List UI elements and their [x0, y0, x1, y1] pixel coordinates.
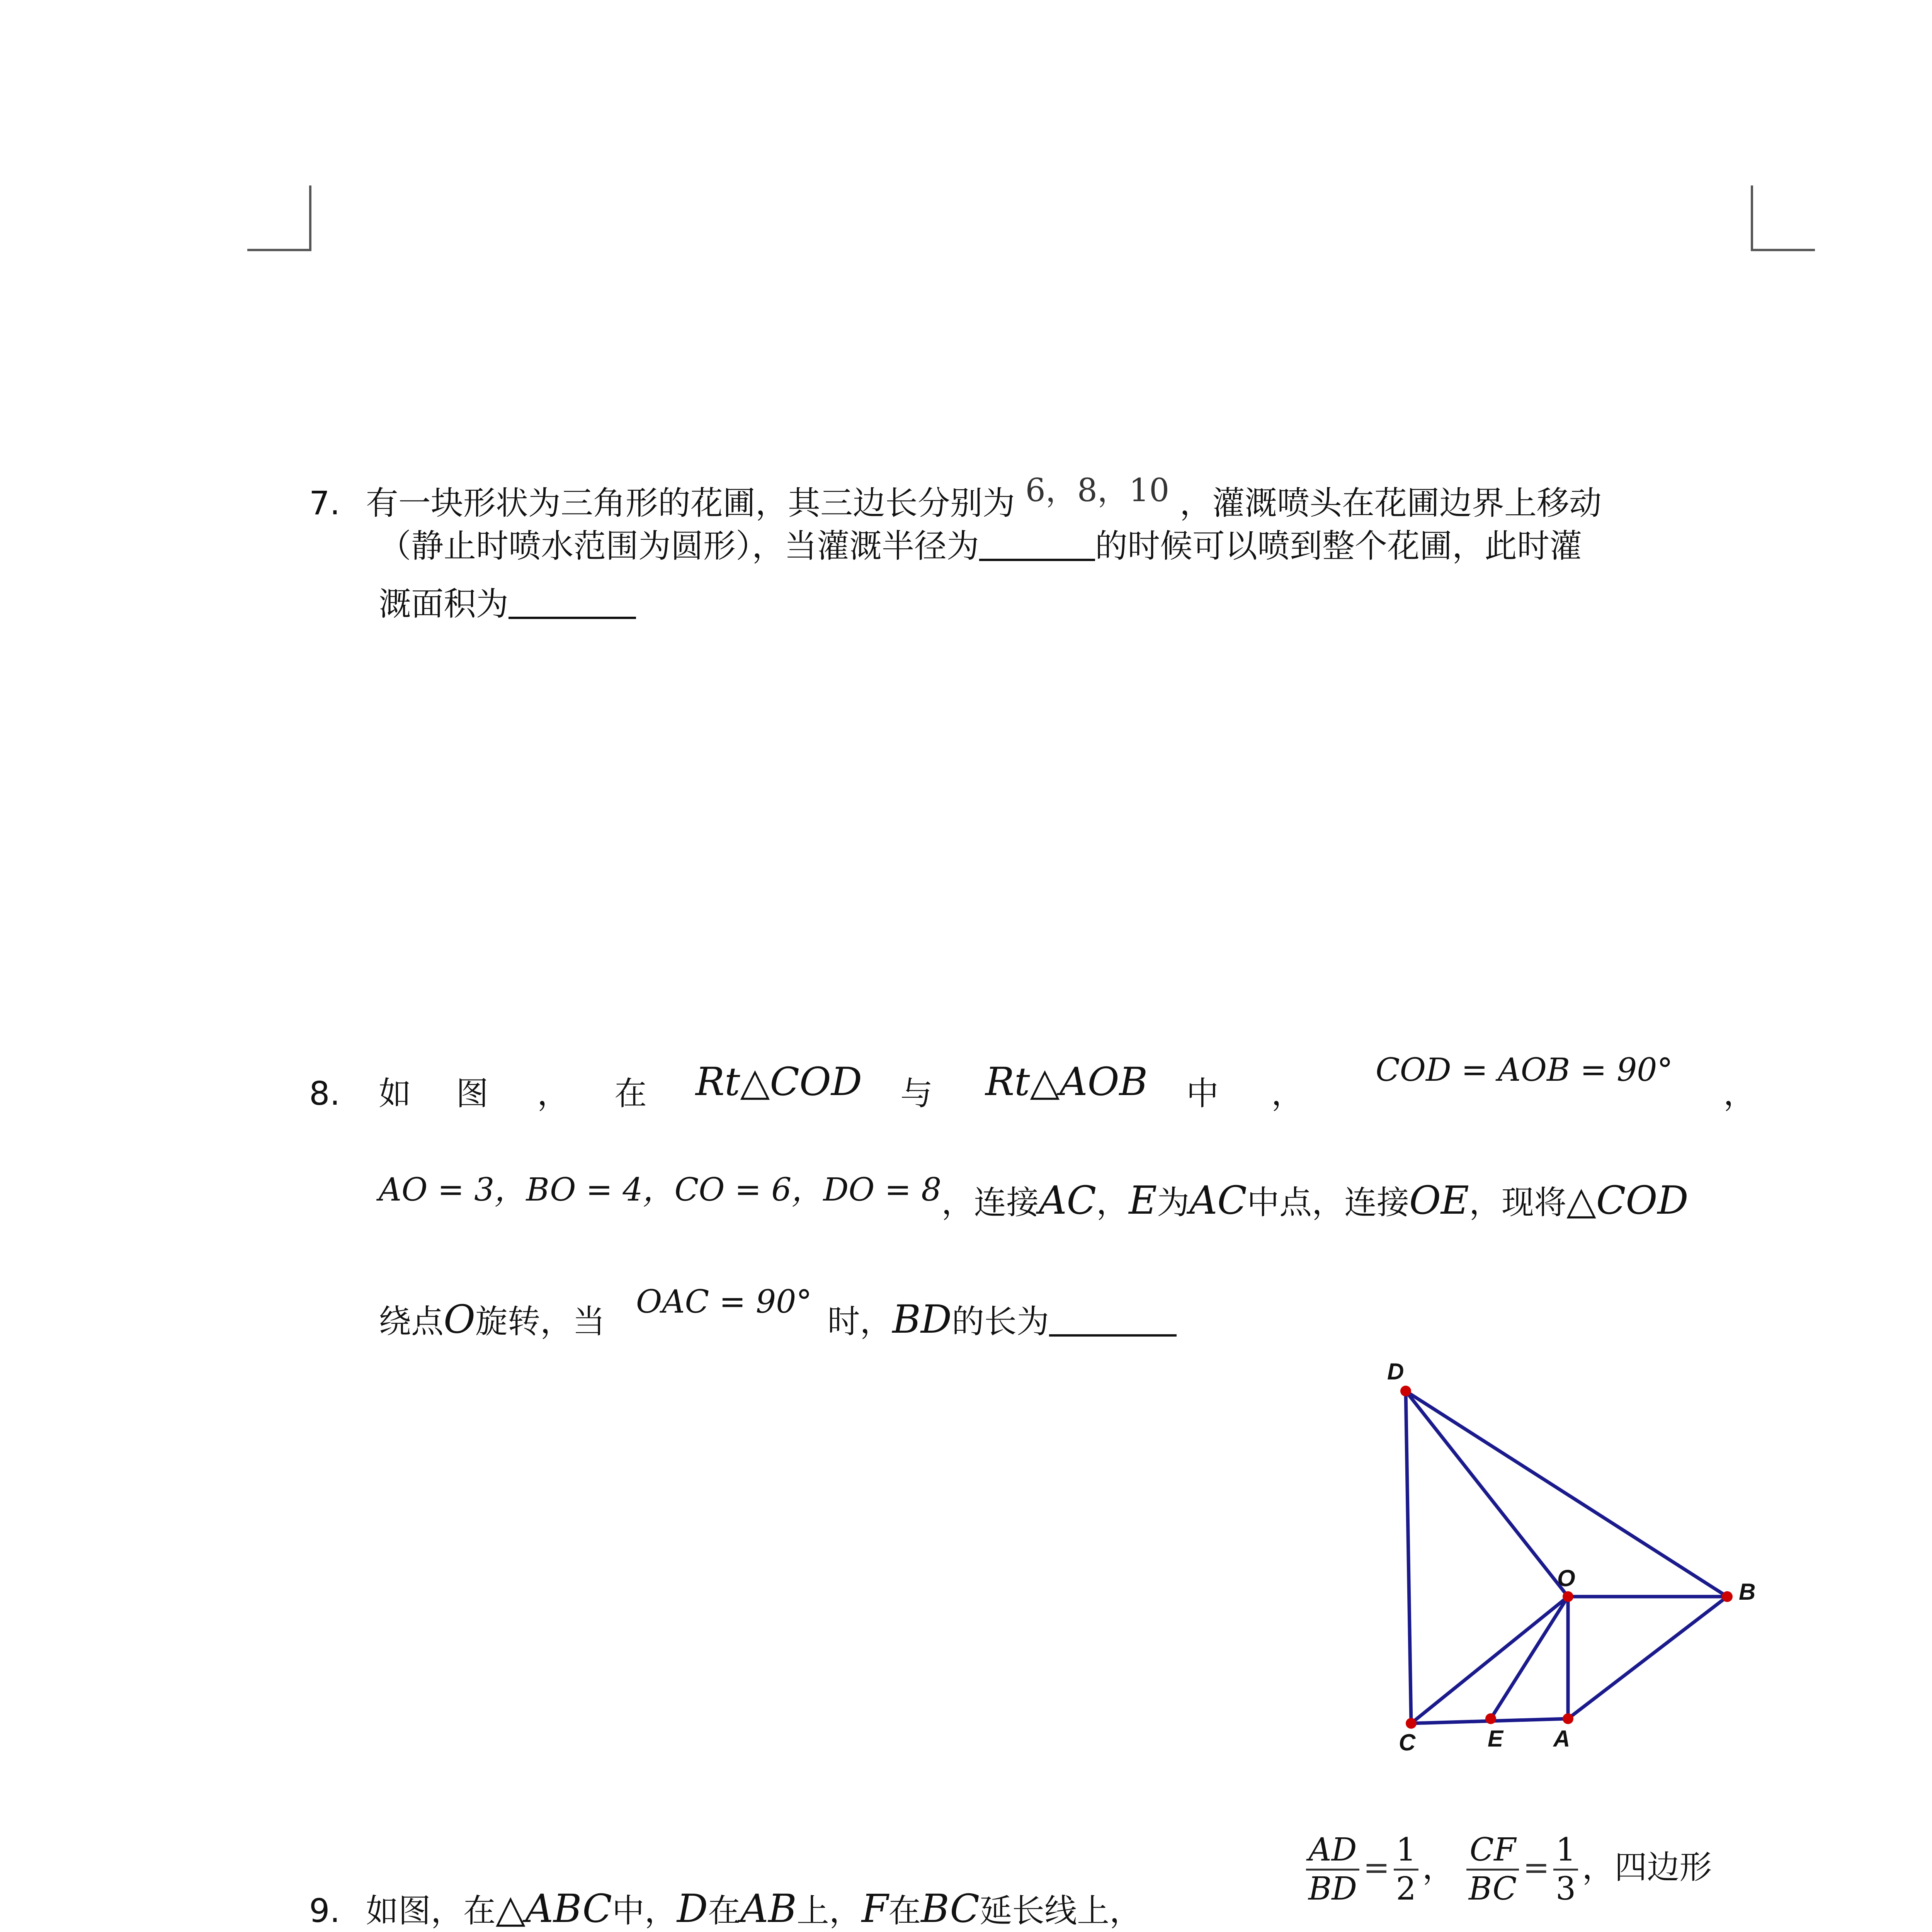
q8-word: 与: [900, 1075, 933, 1112]
q9-math-bc: BC: [921, 1886, 980, 1931]
q7-text: ，灌溉喷头在花圃边界上移动: [1179, 484, 1602, 522]
q8-math-ac: AC: [1189, 1178, 1247, 1223]
fraction-one-half: 1 2: [1394, 1832, 1418, 1908]
q8-math-oac: OAC = 90°: [636, 1284, 812, 1320]
segment-dc: [1406, 1391, 1411, 1723]
point-e: [1485, 1713, 1496, 1724]
q9-ratios: [1302, 1832, 1712, 1908]
q9-text: 如图，在: [366, 1892, 496, 1930]
comma: ，: [1422, 1848, 1455, 1886]
q8-math-oe: OE: [1409, 1178, 1469, 1223]
q8-word: 在: [614, 1075, 647, 1112]
q8-text: 时，: [827, 1303, 893, 1340]
q8-text: ，: [1096, 1184, 1129, 1221]
q8-figure: [1352, 1337, 1777, 1762]
point-a: [1563, 1713, 1573, 1724]
equals-sign: =: [1523, 1849, 1550, 1886]
q8-word: ，: [537, 1075, 570, 1112]
q8-text: 中点，连接: [1247, 1184, 1409, 1221]
q8-math-lengths: AO = 3，BO = 4，CO = 6，DO = 8: [379, 1172, 942, 1208]
q9-math-f: F: [861, 1886, 889, 1931]
q7-text: 有一块形状为三角形的花圃，其三边长分别为: [366, 484, 1015, 522]
label-a: A: [1553, 1726, 1570, 1752]
q7-text: （静止时喷水范围为圆形），当灌溉半径为: [379, 527, 980, 565]
point-b: [1722, 1591, 1733, 1602]
label-e: E: [1488, 1726, 1503, 1752]
q9-math-d: D: [677, 1886, 708, 1931]
crop-mark: [1751, 185, 1753, 251]
q8-text: 的长为: [952, 1303, 1049, 1340]
q7-text: 的时候可以喷到整个花圃，此时灌: [1095, 527, 1582, 565]
question-number: 9.: [309, 1892, 340, 1930]
q9-text: 延长线上，: [980, 1892, 1142, 1930]
q8-text: ，现将: [1469, 1184, 1566, 1221]
q8-text: 绕点: [379, 1303, 444, 1340]
label-d: D: [1387, 1359, 1404, 1384]
q8-text: 为: [1157, 1184, 1190, 1221]
q8-math-bd: BD: [892, 1297, 952, 1342]
answer-blank[interactable]: [1049, 1297, 1177, 1337]
q7-sides: 6，8，10: [1025, 472, 1170, 509]
q8-word: 如: [379, 1075, 412, 1112]
segment-oe: [1491, 1597, 1568, 1719]
fraction-cf-bc: CF BC: [1466, 1832, 1519, 1908]
q8-math-rt-cod: Rt△COD: [696, 1059, 862, 1104]
segment-do: [1406, 1391, 1568, 1597]
point-d: [1400, 1386, 1411, 1396]
q9-text: 在: [888, 1892, 921, 1930]
q7-text: 溉面积为: [379, 585, 509, 623]
q7-line-3: [379, 580, 636, 627]
equals-sign: =: [1363, 1849, 1390, 1886]
q8-math-angles: COD = AOB = 90°: [1376, 1052, 1673, 1088]
q7-line-1: [309, 468, 1602, 526]
q9-math-abc: △ABC: [495, 1886, 612, 1931]
answer-blank[interactable]: [979, 522, 1095, 561]
q8-line-2: [379, 1167, 1689, 1226]
q9-line-1: [309, 1886, 1142, 1932]
q8-math-o: O: [444, 1297, 475, 1342]
q8-text: 旋转，当: [475, 1303, 605, 1340]
q8-line-3: [379, 1279, 1177, 1345]
q8-math-e: E: [1129, 1178, 1157, 1223]
segment-ba: [1568, 1597, 1727, 1719]
q8-word: 图: [456, 1075, 489, 1112]
question-number: 8.: [309, 1075, 340, 1112]
q8-word: 中: [1186, 1075, 1219, 1112]
crop-mark: [309, 185, 311, 251]
question-number: 7.: [309, 484, 340, 522]
q8-math-ac: AC: [1039, 1178, 1097, 1223]
q8-math-rt-aob: Rt△AOB: [985, 1059, 1148, 1104]
crop-mark: [247, 249, 311, 251]
q9-text: 中，: [612, 1892, 677, 1930]
q8-word: ，: [1723, 1075, 1756, 1112]
label-o: O: [1557, 1565, 1575, 1591]
fraction-ad-bd: AD BD: [1306, 1832, 1359, 1908]
q8-word: ，: [1271, 1075, 1304, 1112]
label-b: B: [1739, 1579, 1756, 1605]
label-c: C: [1399, 1730, 1416, 1755]
crop-mark: [1751, 249, 1815, 251]
q8-math-cod: △COD: [1566, 1178, 1689, 1223]
q7-line-2: [379, 522, 1582, 569]
point-c: [1406, 1718, 1417, 1729]
q9-text: 在: [708, 1892, 741, 1930]
q9-math-ab: AB: [740, 1886, 797, 1931]
segment-oc: [1411, 1597, 1568, 1723]
point-o: [1563, 1591, 1573, 1602]
q8-text: ，连接: [941, 1184, 1039, 1221]
answer-blank[interactable]: [509, 580, 636, 619]
q9-text: 上，: [796, 1892, 862, 1930]
fraction-one-third: 1 3: [1553, 1832, 1578, 1908]
q9-text: ，四边形: [1582, 1848, 1712, 1886]
